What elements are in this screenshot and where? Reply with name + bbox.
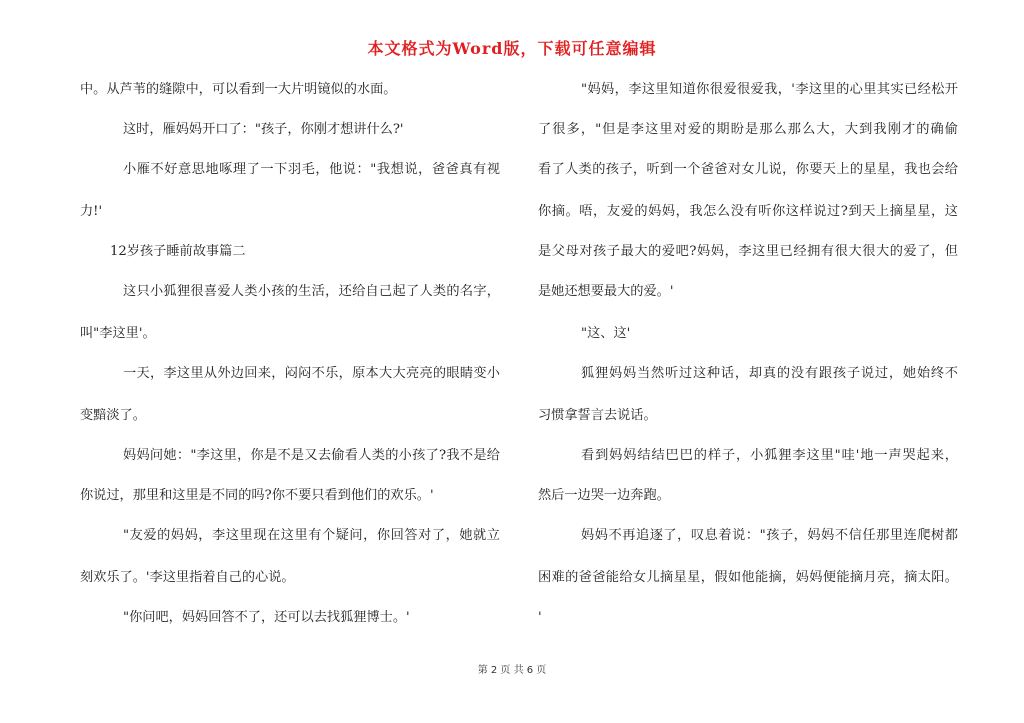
paragraph-line: 刻欢乐了。'李这里指着自己的心说。	[80, 570, 295, 585]
paragraph-line: "这、这'	[581, 326, 631, 341]
paragraph-line: 习惯拿誓言去说话。	[538, 408, 657, 423]
page-number: 第 2 页 共 6 页	[477, 665, 547, 676]
paragraph-line: 妈妈不再追逐了，叹息着说："孩子，妈妈不信任那里连爬树都	[581, 528, 958, 543]
paragraph-line: 然后一边哭一边奔跑。	[538, 488, 670, 503]
paragraph-line: 看了人类的孩子，听到一个爸爸对女儿说，你要天上的星星，我也会给	[538, 162, 958, 177]
paragraph-line: 妈妈问她："李这里，你是不是又去偷看人类的小孩了?我不是给	[123, 448, 500, 463]
paragraph-line: 这只小狐狸很喜爱人类小孩的生活，还给自己起了人类的名字，	[123, 284, 500, 299]
paragraph-line: 小雁不好意思地啄理了一下羽毛，他说："我想说，爸爸真有视	[123, 162, 500, 177]
paragraph-line: '	[538, 610, 542, 625]
paragraph-line: 力!'	[80, 204, 103, 219]
paragraph-line: "妈妈，李这里知道你很爱很爱我，'李这里的心里其实已经松开	[581, 82, 958, 97]
paragraph-line: 看到妈妈结结巴巴的样子，小狐狸李这里"哇'地一声哭起来，	[581, 448, 958, 463]
paragraph-line: "友爱的妈妈，李这里现在这里有个疑问，你回答对了，她就立	[123, 528, 500, 543]
paragraph-line: 狐狸妈妈当然听过这种话，却真的没有跟孩子说过，她始终不	[581, 366, 958, 381]
paragraph-line: 变黯淡了。	[80, 408, 146, 423]
paragraph-line: 这时，雁妈妈开口了："孩子，你刚才想讲什么?'	[123, 122, 404, 137]
paragraph-line: 是她还想要最大的爱。'	[538, 284, 674, 299]
paragraph-line: 叫"李这里'。	[80, 326, 156, 341]
paragraph-line: 一天，李这里从外边回来，闷闷不乐，原本大大亮亮的眼睛变小	[123, 366, 500, 381]
paragraph-line: 困难的爸爸能给女儿摘星星，假如他能摘，妈妈便能摘月亮，摘太阳。	[538, 570, 958, 585]
paragraph-line: 中。从芦苇的缝隙中，可以看到一大片明镜似的水面。	[80, 82, 397, 97]
paragraph-line: 你说过，那里和这里是不同的吗?你不要只看到他们的欢乐。'	[80, 488, 434, 503]
paragraph-line: 了很多，"但是李这里对爱的期盼是那么那么大，大到我刚才的确偷	[538, 122, 958, 137]
paragraph-line: 是父母对孩子最大的爱吧?妈妈，李这里已经拥有很大很大的爱了，但	[538, 244, 958, 259]
paragraph-line: 你摘。唔，友爱的妈妈，我怎么没有听你这样说过?到天上摘星星，这	[538, 204, 958, 219]
paragraph-line: "你问吧，妈妈回答不了，还可以去找狐狸博士。'	[123, 610, 410, 625]
section-heading: 12岁孩子睡前故事篇二	[110, 244, 246, 259]
page-banner: 本文格式为Word版，下载可任意编辑	[367, 39, 657, 58]
